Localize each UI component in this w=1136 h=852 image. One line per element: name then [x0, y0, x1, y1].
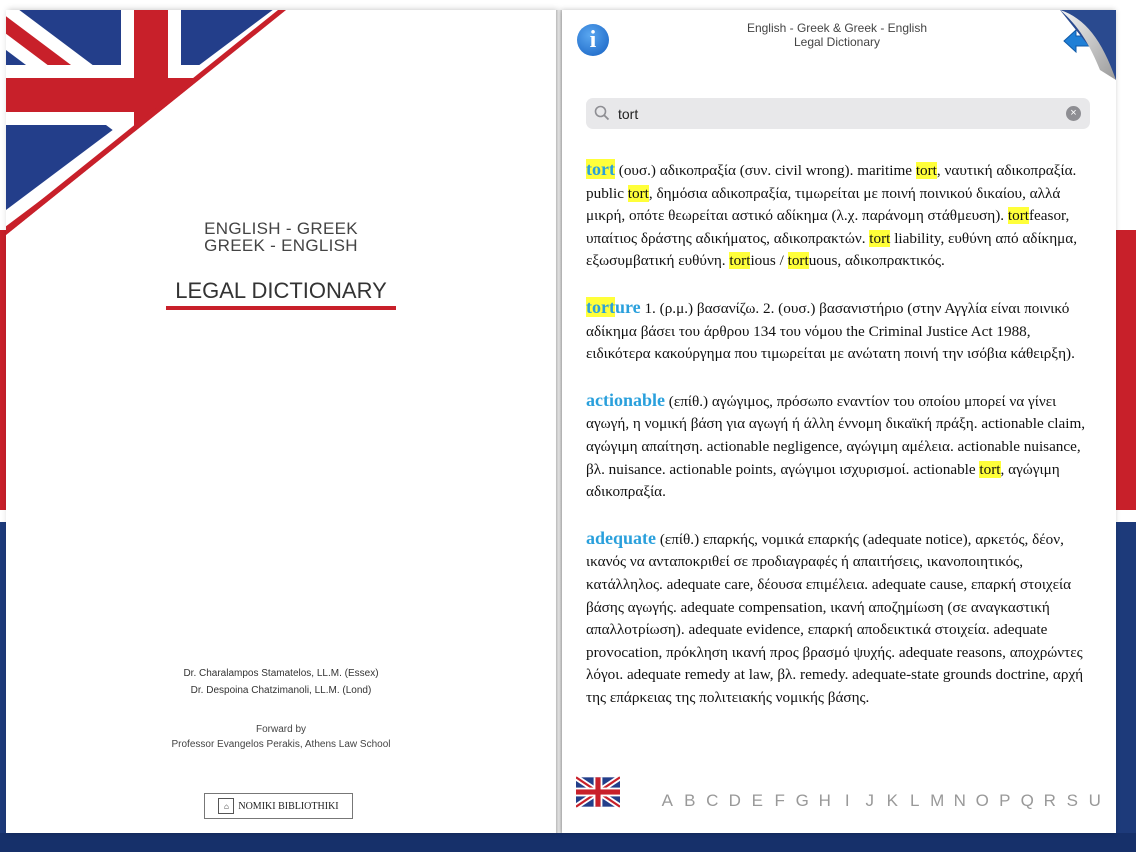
entry-text: (ουσ.) αδικοπραξία (συν. civil wrong). maritime	[614, 162, 916, 179]
entry-text: , δημόσια αδικοπραξία, τιμωρείται με ποινή ποινικού δικαίου, αλλά μικρή, οπότε θεωρείται αστικό αδίκημα (λ.χ. παράνομη στάθμευση).	[586, 184, 1061, 225]
entry-text: ious /	[750, 252, 788, 270]
uk-flag-icon[interactable]	[576, 776, 620, 808]
alphabet-letter-d[interactable]: D	[728, 791, 741, 810]
forward-label: Forward by	[255, 724, 306, 735]
cover-page	[6, 10, 556, 833]
author-1: Dr. Charalampos Stamatelos, LL.M. (Essex)	[183, 668, 379, 679]
alphabet-letter-p[interactable]: P	[999, 791, 1011, 810]
publisher-logo	[204, 793, 353, 819]
cover-languages	[6, 220, 556, 254]
search-icon	[594, 105, 610, 121]
entry-headword[interactable]: actionable	[586, 389, 665, 410]
alphabet-letter-c[interactable]: C	[706, 791, 719, 810]
entry-text: uous, αδικοπρακτικός.	[808, 252, 945, 270]
alphabet-letter-n[interactable]: N	[953, 791, 966, 810]
dictionary-entry	[586, 158, 1094, 273]
entry-text: 1. (ρ.μ.) βασανίζω. 2. (ουσ.) βασανιστήριο (στην Αγγλία είναι ποινικό αδίκημα βάσει του άρθρου 134 του νόμου the Criminal Justice Act 1988, ειδικότερα κακούργημα που τιμωρείται με ανώτατη ποινή την ισόβια κάθειρξη).	[586, 299, 1075, 363]
dictionary-entries	[586, 158, 1094, 756]
cover-title: LEGAL DICTIONARY	[175, 278, 387, 303]
entry-text: liability, ευθύνη από αδίκημα, εξωσυμβατική ευθύνη.	[586, 229, 1078, 270]
alphabet-letter-u[interactable]: U	[1088, 791, 1101, 810]
cover-title-underline	[166, 306, 396, 310]
header-title-line1: English - Greek & Greek - English	[746, 21, 928, 35]
publisher-name: NOMIKI BIBLIOTHIKI	[238, 800, 339, 812]
alphabet-letter-j[interactable]: J	[865, 791, 874, 810]
entry-headword[interactable]: ure	[614, 296, 641, 317]
dictionary-entry	[586, 527, 1094, 710]
alphabet-letter-f[interactable]: F	[774, 791, 785, 810]
alphabet-letter-q[interactable]: Q	[1020, 791, 1034, 810]
search-highlight: tort	[627, 184, 649, 202]
alphabet-letter-m[interactable]: M	[930, 791, 945, 810]
alphabet-letter-b[interactable]: B	[684, 791, 696, 810]
dictionary-page	[562, 10, 1116, 833]
entry-text: feasor, υπαίτιος δράστης αδικήματος, αδικοπρακτών.	[586, 207, 1070, 247]
forward-author: Professor Evangelos Perakis, Athens Law School	[171, 739, 391, 750]
alphabet-index	[656, 791, 1106, 811]
search-highlight: tort	[979, 460, 1001, 478]
alphabet-letter-e[interactable]: E	[751, 791, 763, 810]
dictionary-entry	[586, 389, 1094, 504]
search-highlight: tort	[1007, 207, 1029, 225]
cover-lang-line1: ENGLISH - GREEK	[204, 219, 358, 238]
header-title	[712, 21, 962, 49]
authors	[6, 665, 556, 699]
search-bar	[586, 98, 1090, 129]
search-highlight: tort	[915, 162, 937, 179]
alphabet-letter-a[interactable]: A	[661, 791, 673, 810]
alphabet-letter-g[interactable]: G	[795, 791, 809, 810]
entry-headword[interactable]: adequate	[586, 527, 657, 548]
search-highlight: tort	[729, 252, 751, 270]
union-jack-corner-graphic	[6, 10, 306, 250]
alphabet-letter-h[interactable]: H	[818, 791, 831, 810]
entry-text: , ναυτική αδικοπραξία. public	[586, 162, 1077, 202]
search-highlight: tort	[787, 252, 809, 270]
entry-text: , αγώγιμη αδικοπραξία.	[586, 460, 1060, 501]
author-2: Dr. Despoina Chatzimanoli, LL.M. (Lond)	[190, 685, 372, 696]
header-title-line2: Legal Dictionary	[793, 35, 881, 49]
forward-credit	[6, 722, 556, 752]
info-icon[interactable]: i	[577, 24, 609, 56]
entry-headword[interactable]: tort	[586, 159, 615, 179]
cover-lang-line2: GREEK - ENGLISH	[204, 236, 358, 255]
alphabet-letter-r[interactable]: R	[1043, 791, 1056, 810]
alphabet-letter-s[interactable]: S	[1066, 791, 1078, 810]
dictionary-entry	[586, 296, 1094, 366]
alphabet-letter-l[interactable]: L	[910, 791, 920, 810]
entry-text: (επίθ.) αγώγιμος, πρόσωπο εναντίον του οποίου μπορεί να γίνει αγωγή, η νομική βάση για αγωγή ή άλλη έννομη δικαϊκή πράξη. actionable claim, αγώγιμη απαίτηση. actionable negligence, αγώγιμη αμέλεια. actionable nuisance, βλ. nuisance. actionable points, αγώγιμοι ισχυρισμοί. actionable	[586, 392, 1086, 478]
clear-search-icon[interactable]: ×	[1066, 106, 1081, 121]
alphabet-letter-k[interactable]: K	[886, 791, 898, 810]
publisher-emblem-icon: ⌂	[218, 798, 234, 814]
page-curl-icon[interactable]	[1060, 10, 1116, 80]
alphabet-letter-i[interactable]: I	[844, 791, 850, 810]
entry-headword[interactable]: tort	[586, 296, 615, 317]
search-input[interactable]	[616, 102, 1060, 126]
search-highlight: tort	[869, 229, 891, 247]
alphabet-letter-o[interactable]: O	[975, 791, 989, 810]
entry-text: (επίθ.) επαρκής, νομικά επαρκής (adequate notice), αρκετός, δέον, ικανός να ανταποκριθεί σε προδιαγραφές ή απαιτήσεις, ικανοποιητικός, κατάλληλος. adequate care, δέουσα επιμέλεια. adequate cause, επαρκή στοιχεία βάσης αγωγής. adequate compensation, ικανή αποζημίωση (σε αναγκαστική απαλλοτρίωση). adequate evidence, επαρκή αποδεικτικά στοιχεία. adequate provocation, πρόκληση ικανή προς βρασμό ψυχής. adequate reasons, αποχρώντες λόγοι. adequate remedy at law, βλ. remedy. adequate-state grounds doctrine, αρχή της επάρκειας της πολιτειακής νομικής βάσης.	[586, 530, 1084, 706]
